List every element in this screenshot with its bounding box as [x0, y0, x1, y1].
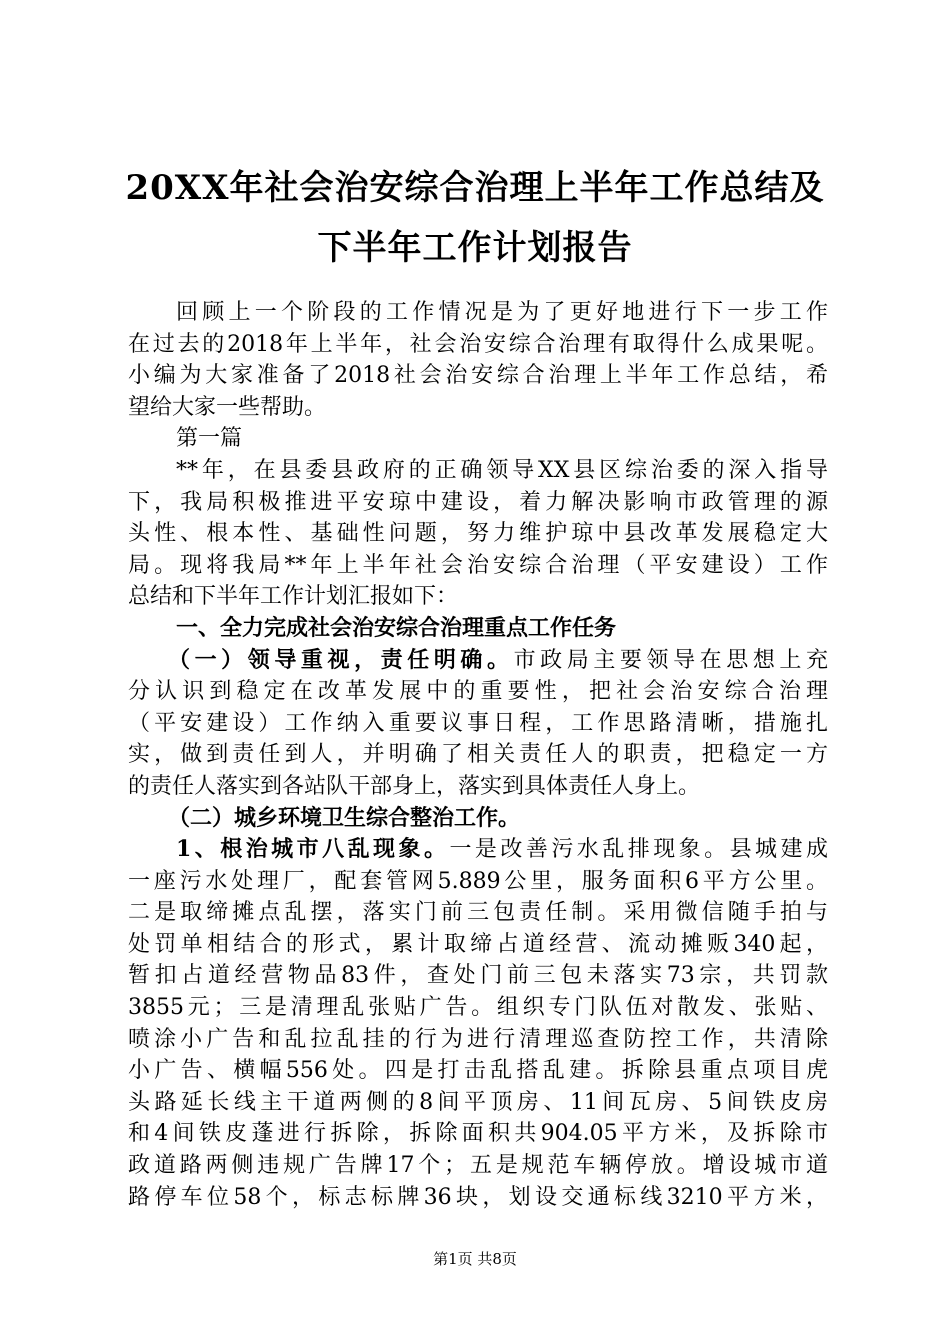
body-line	[128, 834, 828, 866]
body-line: 暂扣占道经营物品83件，查处门前三包未落实73宗，共罚款	[128, 963, 828, 989]
page-footer: 第1页 共8页	[433, 1250, 517, 1268]
body-line: 小广告、横幅556处。四是打击乱搭乱建。拆除县重点项目虎	[128, 1058, 828, 1084]
item-heading-1: 1、根治城市八乱现象。	[176, 836, 450, 863]
body-line	[128, 645, 828, 677]
body-line: 一座污水处理厂，配套管网5.889公里，服务面积6平方公里。	[128, 868, 828, 894]
body-line: 二是取缔摊点乱摆，落实门前三包责任制。采用微信随手拍与	[128, 900, 828, 926]
body-line: （平安建设）工作纳入重要议事日程，工作思路清晰，措施扎	[128, 710, 828, 736]
body-line: 处罚单相结合的形式，累计取缔占道经营、流动摊贩340起，	[128, 931, 828, 957]
body-text: 一是改善污水乱排现象。县城建成	[449, 837, 828, 863]
document-title-line-1: 20XX年社会治安综合治理上半年工作总结及	[125, 168, 825, 208]
body-line: 政道路两侧违规广告牌17个；五是规范车辆停放。增设城市道	[128, 1153, 828, 1179]
subheading-one: （一）领导重视，责任明确。	[168, 646, 514, 673]
body-line: 在过去的2018年上半年，社会治安综合治理有取得什么成果呢。	[128, 331, 828, 357]
body-text: 市政局主要领导在思想上充	[513, 647, 828, 673]
body-line: **年，在县委县政府的正确领导XX县区综治委的深入指导	[176, 457, 828, 483]
body-line: 头路延长线主干道两侧的8间平顶房、11间瓦房、5间铁皮房	[128, 1089, 828, 1115]
body-line: 回顾上一个阶段的工作情况是为了更好地进行下一步工作	[176, 300, 828, 325]
section-heading-first: 第一篇	[176, 426, 243, 452]
body-line: 小编为大家准备了2018社会治安综合治理上半年工作总结，希	[128, 363, 828, 389]
document-body	[128, 297, 828, 1213]
body-line: 3855元；三是清理乱张贴广告。组织专门队伍对散发、张贴、	[128, 995, 828, 1021]
body-line: 总结和下半年工作计划汇报如下：	[128, 584, 459, 610]
heading-one: 一、全力完成社会治安综合治理重点工作任务	[176, 614, 617, 641]
body-line: 喷涂小广告和乱拉乱挂的行为进行清理巡查防控工作，共清除	[128, 1026, 828, 1052]
document-title-line-2: 下半年工作计划报告	[317, 228, 633, 268]
body-line: 局。现将我局**年上半年社会治安综合治理（平安建设）工作	[128, 552, 828, 578]
body-line: 分认识到稳定在改革发展中的重要性，把社会治安综合治理	[128, 679, 828, 705]
body-line: 实，做到责任到人，并明确了相关责任人的职责，把稳定一方	[128, 742, 828, 768]
body-line: 路停车位58个，标志标牌36块，划设交通标线3210平方米，	[128, 1184, 828, 1210]
body-line: 望给大家一些帮助。	[128, 394, 327, 420]
body-line: 的责任人落实到各站队干部身上，落实到具体责任人身上。	[128, 773, 701, 799]
subheading-two: （二）城乡环境卫生综合整治工作。	[168, 804, 521, 831]
body-line: 头性、根本性、基础性问题，努力维护琼中县改革发展稳定大	[128, 521, 828, 547]
body-line: 和4间铁皮蓬进行拆除，拆除面积共904.05平方米，及拆除市	[128, 1121, 828, 1147]
body-line: 下，我局积极推进平安琼中建设，着力解决影响市政管理的源	[128, 489, 828, 515]
